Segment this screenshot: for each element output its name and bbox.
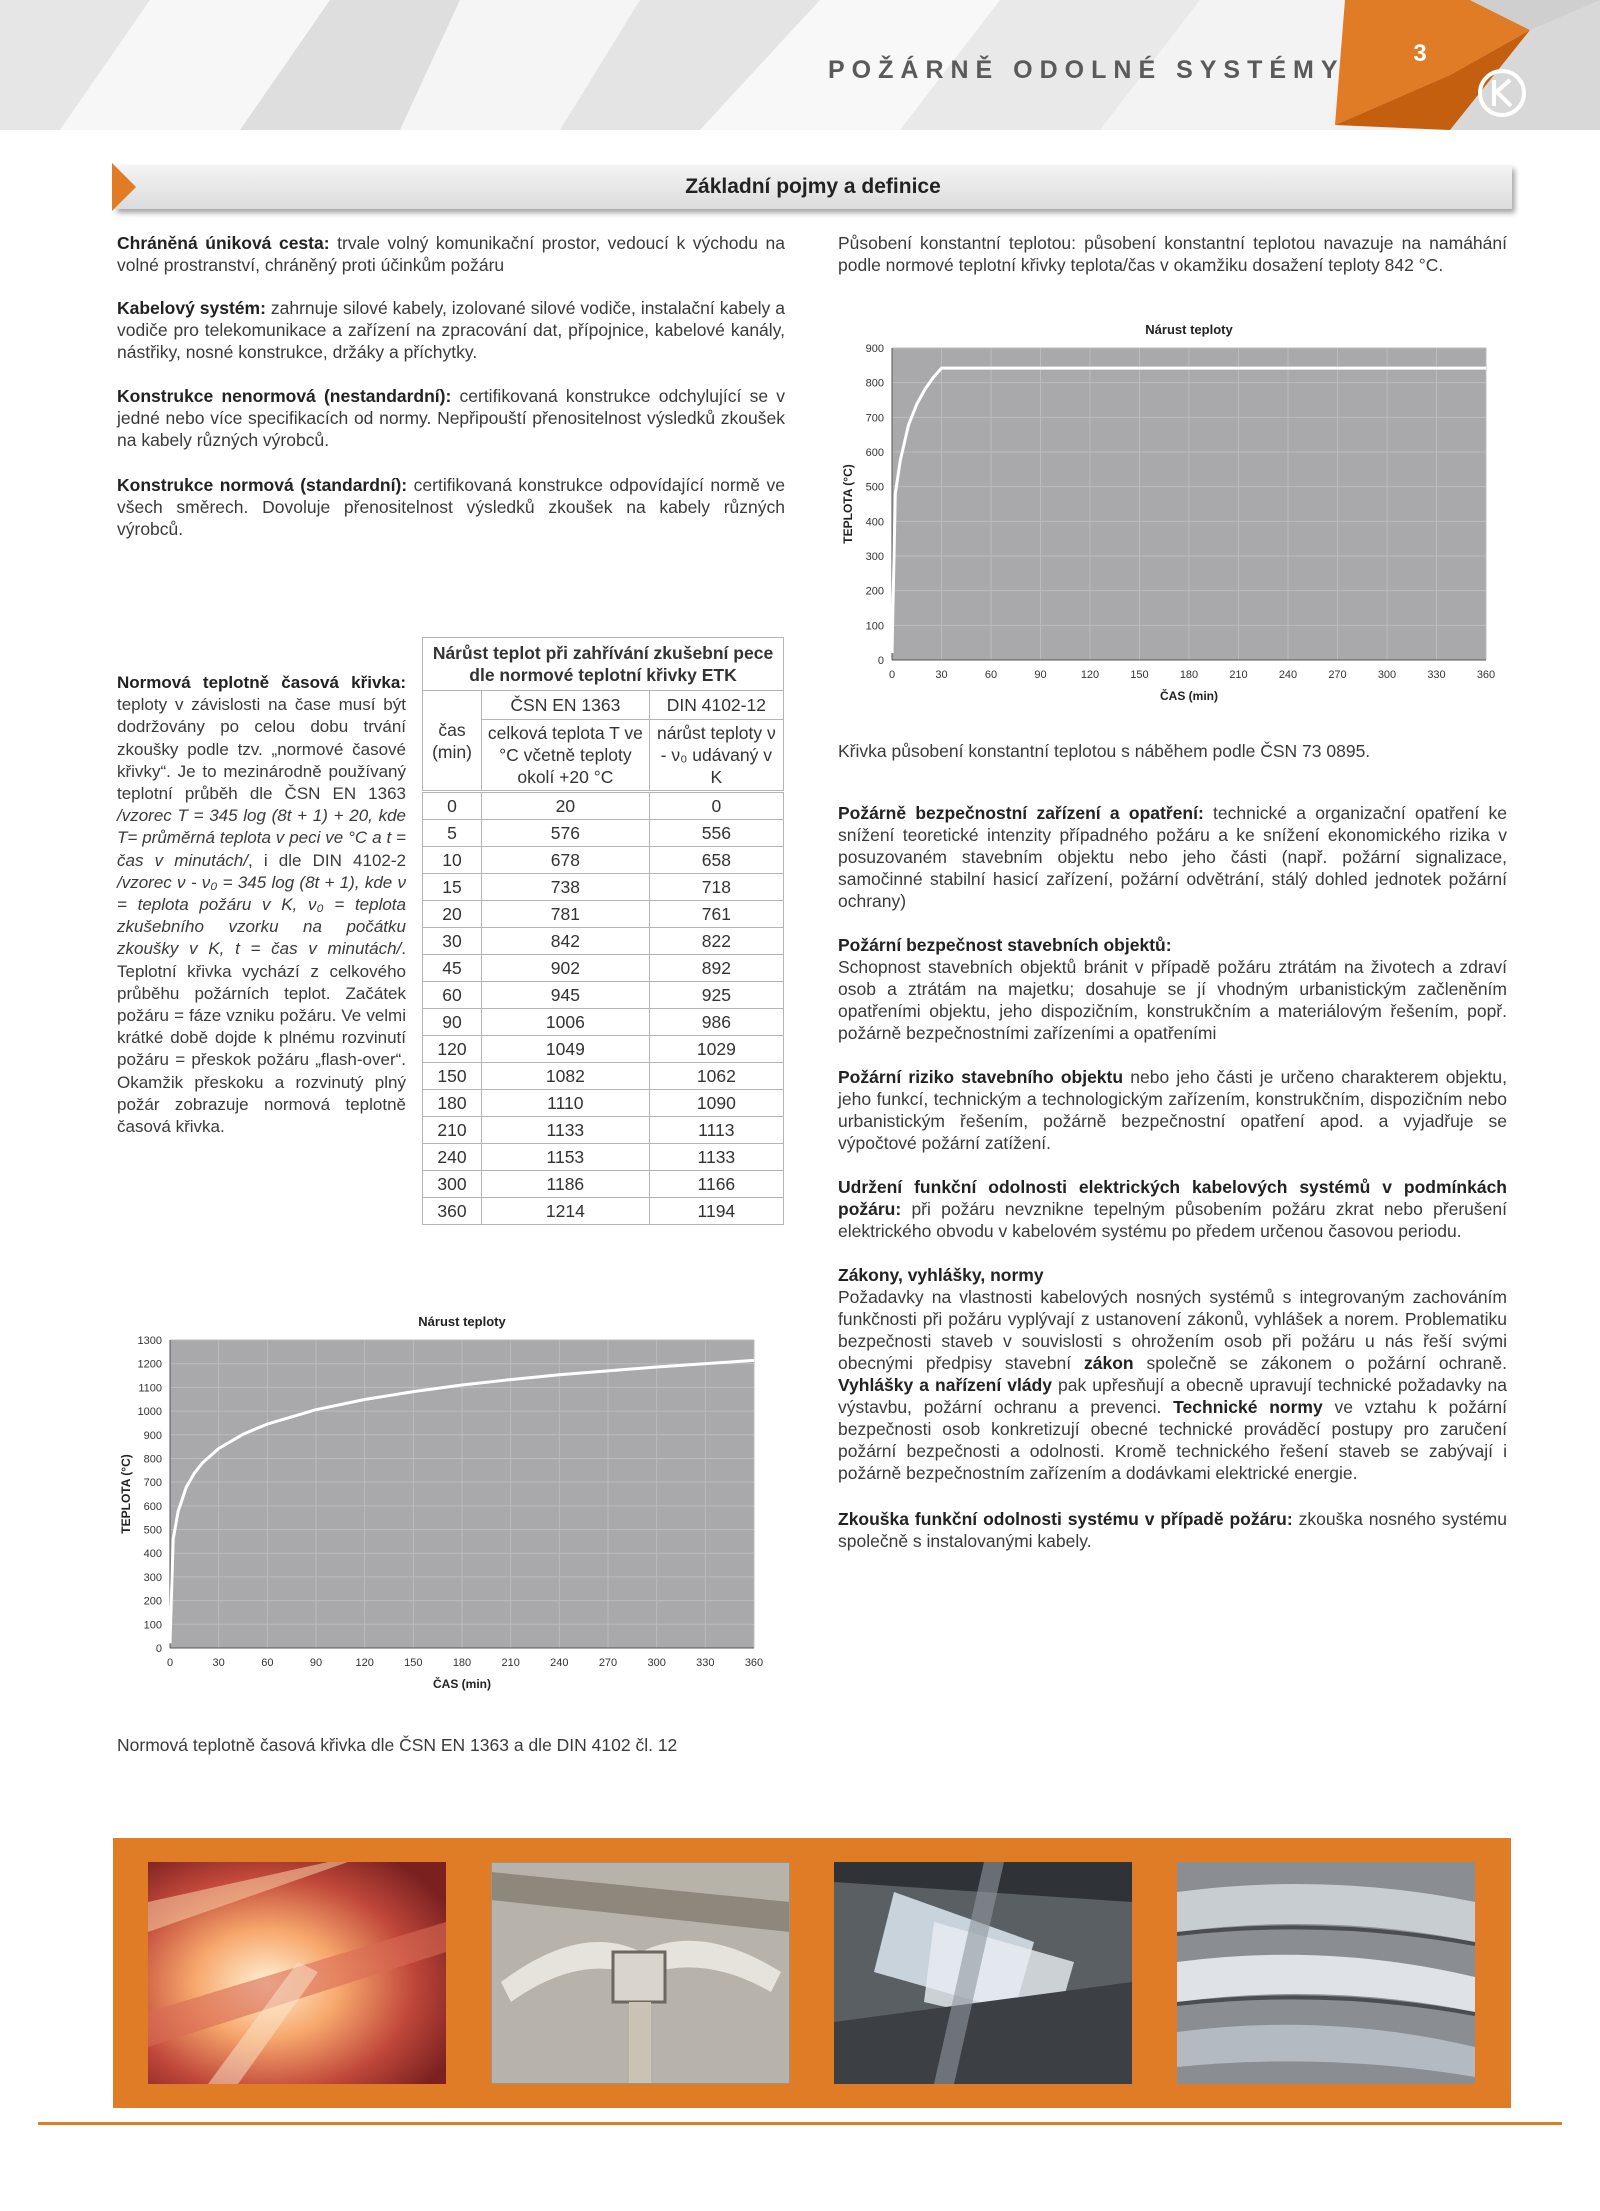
din-value-cell: 822 — [649, 928, 783, 955]
x-tick-label: 240 — [1278, 669, 1298, 681]
din-value-cell: 556 — [649, 820, 783, 847]
y-tick-label: 500 — [865, 481, 884, 494]
x-tick-label: 210 — [1229, 669, 1248, 681]
time-cell: 30 — [423, 928, 482, 955]
y-tick-label: 100 — [865, 620, 884, 633]
x-tick-label: 120 — [1080, 669, 1100, 681]
y-tick-label: 1300 — [137, 1335, 162, 1347]
term-label: Požárně bezpečnostní zařízení a opatření: — [838, 803, 1204, 823]
y-tick-label: 400 — [143, 1548, 162, 1561]
term-label: Kabelový systém: — [117, 298, 266, 318]
definition-konstrukce-normova — [117, 474, 785, 540]
y-tick-label: 0 — [155, 1643, 162, 1655]
din-value-cell: 925 — [649, 982, 783, 1009]
term-label: Udržení funkční odolnosti elektrických kabelových systémů v podmínkách požáru: — [838, 1177, 1507, 1219]
csn-value-cell: 1133 — [482, 1117, 650, 1144]
table-row — [423, 847, 784, 874]
time-cell: 300 — [423, 1171, 482, 1198]
din-subheader: nárůst teploty ν - ν₀ udávaný v K — [649, 720, 783, 792]
table-caption: Nárůst teplot při zahřívání zkušební pece dle normové teplotní křivky ETK — [423, 638, 784, 691]
brand-title: POŽÁRNĚ ODOLNÉ SYSTÉMY — [828, 56, 1345, 84]
table-row — [423, 1171, 784, 1198]
time-cell: 60 — [423, 982, 482, 1009]
x-tick-label: 60 — [261, 1657, 274, 1669]
definition-pbz-opatreni — [838, 802, 1507, 912]
table-row — [423, 820, 784, 847]
y-tick-label: 300 — [865, 551, 884, 563]
definition-pozarni-riziko — [838, 1066, 1507, 1154]
term-label: Požární bezpečnost stavebních objektů: — [838, 935, 1172, 955]
y-axis-label: TEPLOTA (°C) — [841, 464, 855, 544]
definition-text: zahrnuje silové kabely, izolované silové vodiče, instalační kabely a vodiče pro telekomunikace a zařízení na zpracování dat, přípojnice, kabelové kanály, nástřiky, nosné konstrukce, držáky a příchytky. — [117, 298, 785, 362]
definition-konstrukce-nenormova — [117, 385, 785, 451]
csn-value-cell: 1214 — [482, 1198, 650, 1225]
x-tick-label: 150 — [1130, 669, 1149, 681]
y-tick-label: 200 — [865, 585, 884, 598]
table-row — [423, 928, 784, 955]
term-label: Chráněná úniková cesta: — [117, 233, 330, 253]
csn-value-cell: 945 — [482, 982, 650, 1009]
charred-cable-hanger-photo — [491, 1862, 790, 2084]
table-row — [423, 1036, 784, 1063]
din-value-cell: 892 — [649, 955, 783, 982]
definition-text: při požáru nevznikne tepelným působením požáru zkrat nebo přerušení elektrického obvodu v kabelovém systému po předem určenou časovou periodu. — [838, 1199, 1507, 1241]
header-band — [0, 0, 1600, 130]
definition-text: Schopnost stavebních objektů bránit v případě požáru ztrátám na životech a zdraví osob a ztrátám na majetku; dosahuje se jí vhodným urbanistickým začleněním opatřeními objektu, jeho dispozičním, konstrukčním a materiálovým řešením, popř. požárně bezpečnostními zařízeními a opatřeními — [838, 957, 1507, 1043]
page-number: 3 — [1413, 40, 1427, 67]
time-cell: 20 — [423, 901, 482, 928]
din-value-cell: 1062 — [649, 1063, 783, 1090]
definition-konstantni-teplota: Působení konstantní teplotou: působení konstantní teplotou navazuje na namáhání podle normové teplotní křivky teplota/čas v okamžiku dosažení teploty 842 °C. — [838, 233, 1507, 275]
x-tick-label: 300 — [1377, 669, 1397, 681]
time-header: čas (min) — [423, 691, 482, 792]
x-tick-label: 0 — [166, 1657, 174, 1669]
y-tick-label: 200 — [143, 1595, 162, 1608]
table-row — [423, 1063, 784, 1090]
definition-text: teploty v závislosti na čase musí být dodržovány po celou dobu trvání zkoušky podle tzv. „normové časové křivky“. Je to mezinárodně používaný teplotní průběh dle ČSN EN 1363 — [117, 695, 406, 804]
y-tick-label: 800 — [865, 377, 884, 390]
time-cell: 0 — [423, 792, 482, 820]
formula-text: /vzorec ν - ν₀ = 345 log (8t + 1), kde ν = teplota požáru v K, ν₀ = teplota zkušebního vzorku na počátku zkoušky v K, t = čas v minutách/ — [117, 872, 406, 959]
emphasis-text: Technické normy — [1173, 1397, 1323, 1417]
etk-table — [422, 637, 784, 1225]
term-label: Normová teplotně časová křivka: — [117, 673, 406, 692]
term-label: Zkouška funkční odolnosti systému v případě požáru: — [838, 1509, 1293, 1529]
csn-value-cell: 1110 — [482, 1090, 650, 1117]
table-row — [423, 1144, 784, 1171]
y-tick-label: 600 — [143, 1500, 162, 1513]
time-cell: 10 — [423, 847, 482, 874]
y-tick-label: 900 — [143, 1429, 162, 1442]
x-tick-label: 300 — [647, 1657, 666, 1669]
y-tick-label: 400 — [865, 516, 884, 529]
normova-curve-chart — [110, 1304, 780, 1704]
din-value-cell: 658 — [649, 847, 783, 874]
time-cell: 15 — [423, 874, 482, 901]
y-tick-label: 800 — [143, 1453, 162, 1466]
definition-text: certifikovaná konstrukce odchylující se v jedné nebo více specifikacích od normy. Nepřipouští přenositelnost výsledků zkoušek na kabely různých výrobců. — [117, 386, 785, 450]
din-value-cell: 986 — [649, 1009, 783, 1036]
chart1-caption: Křivka působení konstantní teplotou s náběhem podle ČSN 73 0895. — [838, 741, 1371, 761]
definition-text: , i dle DIN 4102-2 — [247, 850, 406, 870]
x-tick-label: 330 — [696, 1657, 715, 1669]
footer-line — [38, 2122, 1562, 2125]
definition-zkouska-funkcni-odolnosti — [838, 1508, 1507, 1552]
y-tick-label: 900 — [865, 343, 884, 355]
term-label: Požární riziko stavebního objektu — [838, 1067, 1124, 1087]
x-tick-label: 210 — [501, 1657, 520, 1669]
x-tick-label: 60 — [984, 669, 998, 681]
din-value-cell: 718 — [649, 874, 783, 901]
definition-zakony-normy — [838, 1264, 1507, 1484]
y-tick-label: 1200 — [137, 1358, 162, 1371]
csn-subheader: celková teplota T ve °C včetně teploty okolí +20 °C — [482, 720, 650, 792]
table-row — [423, 792, 784, 820]
csn-value-cell: 20 — [482, 792, 650, 820]
time-cell: 240 — [423, 1144, 482, 1171]
definition-pozarni-bezpecnost — [838, 934, 1507, 1044]
din-header: DIN 4102-12 — [649, 691, 783, 720]
csn-value-cell: 1049 — [482, 1036, 650, 1063]
header-pattern — [0, 0, 1600, 130]
definition-chranena-unikova-cesta — [117, 232, 785, 276]
din-value-cell: 1133 — [649, 1144, 783, 1171]
x-axis-label: ČAS (min) — [1160, 689, 1218, 703]
csn-value-cell: 1186 — [482, 1171, 650, 1198]
definition-udrzeni-funkcni-odolnosti — [838, 1176, 1507, 1242]
definition-text: pak upřesňují a obecně upravují technické požadavky na výstavbu, požární ochranu a prevenci. — [838, 1375, 1507, 1417]
x-tick-label: 150 — [404, 1657, 423, 1669]
csn-value-cell: 1082 — [482, 1063, 650, 1090]
din-value-cell: 1090 — [649, 1090, 783, 1117]
definition-normova-krivka — [117, 672, 406, 1138]
x-tick-label: 360 — [1476, 669, 1496, 681]
csn-value-cell: 781 — [482, 901, 650, 928]
chart-title: Nárust teploty — [418, 1314, 506, 1329]
y-tick-label: 700 — [143, 1477, 162, 1490]
csn-value-cell: 738 — [482, 874, 650, 901]
definition-text: trvale volný komunikační prostor, vedoucí k východu na volné prostranství, chráněný proti účinkům požáru — [117, 233, 785, 275]
table-row — [423, 1090, 784, 1117]
table-row — [423, 955, 784, 982]
csn-value-cell: 678 — [482, 847, 650, 874]
csn-value-cell: 902 — [482, 955, 650, 982]
din-value-cell: 0 — [649, 792, 783, 820]
table-row — [423, 1009, 784, 1036]
csn-value-cell: 1006 — [482, 1009, 650, 1036]
x-tick-label: 240 — [550, 1657, 569, 1669]
time-cell: 210 — [423, 1117, 482, 1144]
y-tick-label: 100 — [143, 1619, 162, 1632]
definition-kabelovy-system — [117, 297, 785, 363]
x-tick-label: 270 — [598, 1657, 618, 1669]
table-row — [423, 982, 784, 1009]
csn-header: ČSN EN 1363 — [482, 691, 650, 720]
y-tick-label: 600 — [865, 447, 884, 459]
fire-tested-cable-trays-photo — [1177, 1862, 1475, 2084]
x-tick-label: 330 — [1427, 669, 1446, 681]
y-tick-label: 500 — [143, 1524, 162, 1537]
y-tick-label: 700 — [865, 412, 884, 425]
x-tick-label: 90 — [1034, 669, 1047, 681]
din-value-cell: 1029 — [649, 1036, 783, 1063]
table-row — [423, 1117, 784, 1144]
y-tick-label: 0 — [877, 655, 884, 667]
time-cell: 180 — [423, 1090, 482, 1117]
formula-text: /vzorec T = 345 log (8t + 1) + 20, kde T= průměrná teplota v peci ve °C a t = čas v minutách/ — [117, 806, 406, 870]
emphasis-text: Vyhlášky a nařízení vlády — [838, 1375, 1052, 1395]
din-value-cell: 761 — [649, 901, 783, 928]
burning-cable-tray-photo — [148, 1862, 446, 2084]
csn-value-cell: 576 — [482, 820, 650, 847]
definition-text: certifikovaná konstrukce odpovídající normě ve všech směrech. Dovoluje přenositelnost výsledků zkoušek na kabely různých výrobců. — [117, 475, 785, 539]
x-tick-label: 0 — [888, 669, 896, 681]
x-tick-label: 120 — [355, 1657, 374, 1669]
table-row — [423, 901, 784, 928]
x-tick-label: 180 — [452, 1657, 472, 1669]
y-tick-label: 1100 — [138, 1382, 162, 1395]
term-label: Konstrukce nenormová (nestandardní): — [117, 386, 452, 406]
din-value-cell: 1166 — [649, 1171, 783, 1198]
csn-value-cell: 842 — [482, 928, 650, 955]
y-tick-label: 1000 — [137, 1406, 162, 1419]
y-axis-label: TEPLOTA (°C) — [119, 1454, 133, 1534]
emphasis-text: zákon — [1084, 1353, 1134, 1373]
time-cell: 5 — [423, 820, 482, 847]
burnt-cable-ladder-photo — [834, 1862, 1132, 2084]
term-label: Zákony, vyhlášky, normy — [838, 1265, 1044, 1285]
definition-text: ve vztahu k požární bezpečnosti osob konkretizují obecné technické prováděcí postupy pro zaručení požární bezpečnosti a odolnosti. Kromě technického řešení staveb se zabývají i požárně bezpečnostním zařízením a dodávkami elektrické energie. — [838, 1397, 1507, 1483]
x-tick-label: 30 — [935, 669, 948, 681]
din-value-cell: 1194 — [649, 1198, 783, 1225]
y-tick-label: 300 — [143, 1571, 162, 1584]
table-row — [423, 874, 784, 901]
definition-text: technické a organizační opatření ke snížení teoretické intenzity případného požáru a ke snížení ekonomického rizika v posuzovaném stavebním objektu nebo jeho části (např. požární signalizace, samočinné stabilní hasicí zařízení, požární odvětrání, stálý dohled jednotek požární ochrany) — [838, 803, 1507, 911]
time-cell: 360 — [423, 1198, 482, 1225]
section-title: Základní pojmy a definice — [685, 175, 941, 198]
table-row — [423, 1198, 784, 1225]
definition-text: společně se zákonem o požární ochraně. — [1133, 1353, 1507, 1373]
definition-text: zkouška nosného systému společně s instalovanými kabely. — [838, 1509, 1507, 1551]
term-label: Konstrukce normová (standardní): — [117, 475, 408, 495]
definition-text: . Teplotní křivka vychází z celkového průběhu požárních teplot. Začátek požáru = fáze vzniku požáru. Ve velmi krátké době dojde k plnému rozvinutí požáru = přeskok požáru „flash-over“. Okamžik přeskoku a rozvinutý plný požár zobrazuje normová teplotně časová křivka. — [117, 939, 406, 1137]
din-value-cell: 1113 — [649, 1117, 783, 1144]
x-tick-label: 180 — [1179, 669, 1199, 681]
definition-text: Požadavky na vlastnosti kabelových nosných systémů s integrovaným zachováním funkčnosti při požáru vyplývají z ustanovení zákonů, vyhlášek a norem. Problematiku bezpečnosti staveb v souvislosti s ohrožením osob při požáru u nás řeší svými obecnými předpisy stavební — [838, 1287, 1507, 1373]
x-axis-label: ČAS (min) — [433, 1677, 491, 1691]
definition-text: nebo jeho části je určeno charakterem objektu, jeho funkcí, technickým a technologickým zařízením, konstrukčním, dispozičním nebo urbanistickým řešením, požárně bezpečnostní opatření apod. a vyjadřuje se výpočtové požární zatížení. — [838, 1067, 1507, 1153]
x-tick-label: 360 — [744, 1657, 764, 1669]
time-cell: 45 — [423, 955, 482, 982]
time-cell: 90 — [423, 1009, 482, 1036]
time-cell: 150 — [423, 1063, 482, 1090]
constant-temperature-chart — [836, 310, 1508, 720]
x-tick-label: 270 — [1328, 669, 1347, 681]
chart2-caption: Normová teplotně časová křivka dle ČSN EN 1363 a dle DIN 4102 čl. 12 — [117, 1735, 678, 1755]
x-tick-label: 30 — [212, 1657, 225, 1669]
chart-title: Nárust teploty — [1145, 322, 1233, 337]
time-cell: 120 — [423, 1036, 482, 1063]
x-tick-label: 90 — [309, 1657, 323, 1669]
csn-value-cell: 1153 — [482, 1144, 650, 1171]
